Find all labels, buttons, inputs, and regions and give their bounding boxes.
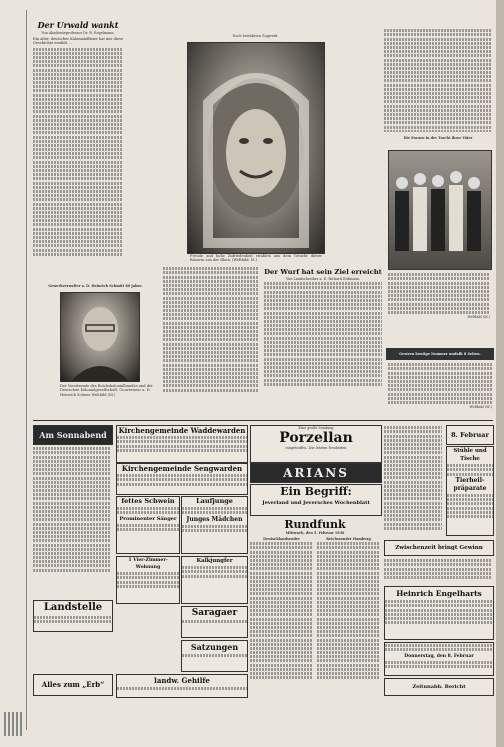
rundfunk-date: Mittwoch, den 5. Februar 1936 — [285, 531, 345, 535]
ad-landw-gehilfe — [116, 674, 248, 698]
ad-ein-begriff — [250, 484, 382, 516]
column-right-mid — [388, 362, 492, 418]
ad-vier-zimmer-text: 1 Vier-Zimmer-Wohnung — [128, 558, 168, 570]
right-photo-credit: Weltbild (M.) — [467, 315, 490, 320]
ad-engelharts — [384, 586, 494, 640]
portrait-heading: Gewerkverwalter a. D. Heinrich Schmitt 80 Jahre. — [48, 284, 143, 288]
ad-kalkjungfer — [181, 556, 248, 604]
ad-saenger-text: Prominenter Sänger — [119, 515, 177, 522]
ad-laufjunge-text: Laufjunge — [196, 497, 233, 505]
ad-beiqm — [384, 678, 494, 696]
ads-separator — [33, 420, 493, 421]
portrait-caption: Der Vorsitzende des Reichskolonialbundes und der Deutschen Kolonialgesellschaft, Gouverneur a. D. Heinrich Schnee Weltbild (M.) — [60, 384, 153, 397]
ad-satzungen — [181, 640, 248, 672]
ad-alles-zum-erb — [33, 674, 113, 696]
ad-porzellan — [250, 425, 382, 463]
ad-stuehle-text: Stühle und Tische — [453, 448, 487, 462]
library-stamp-icon — [4, 712, 24, 736]
rundfunk-title: Rundfunk — [284, 518, 346, 531]
rundfunk-col-2 — [317, 537, 380, 680]
page-edge — [496, 0, 504, 747]
ad-februar-text: 8. Februar — [451, 431, 489, 439]
ad-saragaer-text: Saragaer — [191, 608, 238, 618]
photo-title: Nach bewährten Zugwerk — [232, 34, 278, 38]
ad-kirchengemeinde-sengwarden — [116, 463, 248, 495]
ad-porzellan-pre: Eine große Sendung — [298, 426, 334, 430]
ad-fettes-schwein — [116, 496, 180, 554]
ad-kirchengemeinde-2-text: Kirchengemeinde Sengwarden — [121, 464, 243, 473]
right-mid-credit: Weltbild (M.) — [469, 405, 492, 410]
ad-sonntag-text: Donnerstag, den 8. Februar — [404, 653, 474, 659]
rundfunk-columns — [250, 537, 380, 680]
ad-arians — [250, 463, 382, 483]
costume-illustration — [389, 151, 491, 269]
article-body — [33, 48, 123, 256]
ads-col-d-text-2 — [384, 558, 492, 582]
right-heading-text: Gestern heutige Nummer umfaßt 8 Seiten. — [399, 352, 481, 356]
deutschlandsender-label: Deutschlandsender — [263, 537, 300, 541]
column-center-a — [163, 266, 258, 416]
ad-ein-begriff-sub: Jeverland und Jeversches Wochenblatt — [262, 500, 370, 506]
photo-illustration — [188, 43, 324, 253]
ad-kirchengemeinde-1-text: Kirchengemeinde Waddewarden — [118, 426, 246, 435]
column-left — [33, 20, 123, 260]
ad-saragaer — [181, 606, 248, 638]
ad-porzellan-sub: eingetroffen. Die letzten Neuheiten — [285, 446, 347, 450]
ad-am-sonnabend — [33, 425, 113, 445]
column-right-top — [384, 28, 492, 132]
ad-junges-maedchen-text: Junges Mädchen — [186, 515, 243, 523]
woman-portrait-photo — [187, 42, 325, 254]
ad-landstelle-text: Landstelle — [43, 602, 103, 613]
right-photo-caption — [388, 272, 490, 332]
ad-februar — [446, 425, 494, 445]
rundfunk-col-1 — [250, 537, 313, 680]
ad-ein-begriff-text: Ein Begriff: — [280, 485, 352, 498]
margin-rule — [26, 10, 27, 730]
article-lead: Ein alter, deutscher Kolonialoffizier hat mir diese Geschichte erzählt ... — [33, 37, 123, 46]
column-center-b — [264, 268, 382, 416]
ad-tierheil-text: Tierheil-präparate — [453, 476, 487, 492]
ads-col-d-text — [384, 425, 442, 535]
reichssender-label: Reichssender Hamburg — [326, 537, 371, 541]
right-photo-title: Die Frauen in der Tracht ihrer Väter — [403, 136, 473, 140]
ad-kirchengemeinde-waddewarden — [116, 425, 248, 463]
ad-satzungen-text: Satzungen — [190, 642, 239, 652]
ad-am-sonnabend-text: Am Sonnabend — [39, 430, 107, 440]
ad-zwischenzeit — [384, 540, 494, 556]
ad-landstelle — [33, 600, 113, 632]
ad-landw-gehilfe-text: landw. Gehilfe — [154, 676, 210, 685]
article-title: Der Urwald wankt — [37, 20, 119, 30]
man-illustration — [61, 293, 139, 381]
ad-zwischenzeit-text: Zwischenzeit bringt Gewinn — [395, 545, 483, 551]
ad-sonntag — [384, 642, 494, 676]
ad-kalkjungfer-text: Kalkjungfer — [196, 558, 233, 564]
ads-col-a-text — [33, 446, 111, 596]
ad-arians-text: ARIANS — [283, 466, 349, 480]
ad-fettes-schwein-text: fettes Schwein — [121, 497, 175, 505]
rundfunk-section — [250, 518, 380, 696]
man-portrait-photo — [60, 292, 140, 382]
article2-title: Der Wurf hat sein Ziel erreicht — [264, 268, 382, 276]
ad-vier-zimmer — [116, 556, 180, 604]
ad-beiqm-text: Zeitunabh. Bericht — [412, 684, 466, 690]
ad-laufjunge — [181, 496, 248, 554]
traditional-costume-photo — [388, 150, 492, 270]
ad-porzellan-text: Porzellan — [279, 430, 353, 446]
article-byline: Von Akademieprofessor Dr. R. Engelmann. — [41, 31, 115, 35]
ad-stuehle-tierheil — [446, 446, 494, 536]
ad-alles-zum-erb-text: Alles zum „Erb“ — [41, 680, 105, 689]
right-heading-bar — [386, 348, 494, 360]
ad-engelharts-text: Heinrich Engelharts — [396, 589, 482, 598]
article2-byline: Von Landschreiber a. D. Richard Erdmann. — [286, 277, 360, 281]
photo-caption: Freude und hohe Zufriedenheit strahlen aus dem Gesicht dieser Bäuerin aus der Rhön. (Weltbild, M.) — [190, 254, 322, 263]
